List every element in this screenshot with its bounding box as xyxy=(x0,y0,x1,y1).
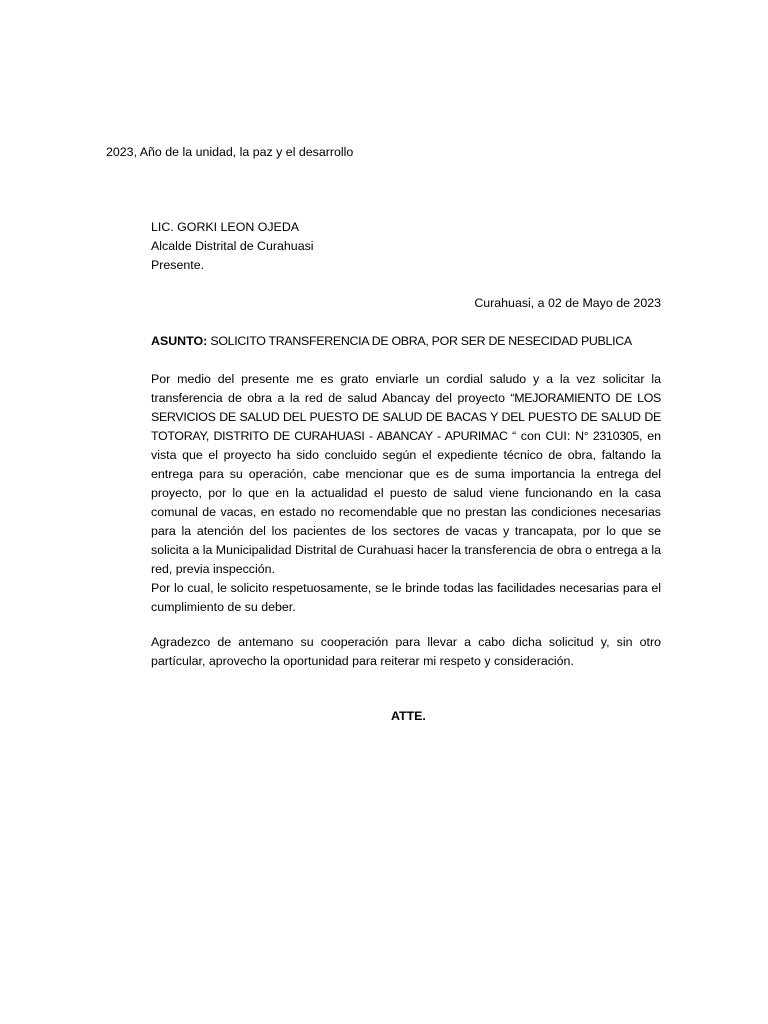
recipient-greeting: Presente. xyxy=(151,258,205,272)
body-paragraph-1 xyxy=(151,370,661,617)
cui-value: N° 2310305 xyxy=(575,429,639,443)
subject-label: ASUNTO: xyxy=(151,334,208,348)
closing: ATTE. xyxy=(391,709,426,723)
body-text-b: , en vista que el proyecto ha sido concluido según el expediente técnico de obra, faltando la entrega para su operación, cabe mencionar que es de suma importancia la entrega del proyecto, por lo que en la actualidad el puesto de salud viene funcionando en la casa comunal de vacas, en estado no recomendable que no prestan las condiciones necesarias para la atención del los pacientes de los sectores de vacas y trancapata, por lo que se solicita a la xyxy=(151,429,661,557)
body-text-d: Por lo cual, le solicito respetuosamente, se le brinde todas las facilidades necesarias para el cumplimiento de su deber. xyxy=(151,581,661,614)
subject-line xyxy=(151,332,632,351)
body-paragraph-2 xyxy=(151,633,661,671)
subject-text: SOLICITO TRANSFERENCIA DE OBRA, POR SER DE NESECIDAD PUBLICA xyxy=(207,334,632,348)
recipient-name: LIC. GORKI LEON OJEDA xyxy=(151,220,300,234)
year-motto: 2023, Año de la unidad, la paz y el desarrollo xyxy=(106,145,354,159)
date-line: Curahuasi, a 02 de Mayo de 2023 xyxy=(474,296,661,310)
cui-label: con CUI: xyxy=(515,429,576,443)
recipient-block xyxy=(151,218,314,275)
municipality-name: Municipalidad Distrital de Curahuasi hacer la transferencia xyxy=(215,543,537,557)
body-text-c: de obra o entrega a la red, previa inspección. xyxy=(151,543,661,576)
thanks-text: Agradezco de antemano su cooperación para llevar a cabo dicha solicitud y, sin otro partícular, aprovecho la oportunidad para reiterar mi respeto y consideración. xyxy=(151,635,661,668)
recipient-title: Alcalde Distrital de Curahuasi xyxy=(151,239,314,253)
project-name: “MEJORAMIENTO DE LOS SERVICIOS DE SALUD DEL PUESTO DE SALUD DE BACAS Y DEL PUESTO DE SALUD DE TOTORAY, DISTRITO DE CURAHUASI - ABANCAY - APURIMAC “ xyxy=(151,391,661,443)
body-text-a: Por medio del presente me es grato enviarle un cordial saludo y a la vez solicitar la transferencia de obra a la red de salud Abancay del proyecto xyxy=(151,372,661,405)
